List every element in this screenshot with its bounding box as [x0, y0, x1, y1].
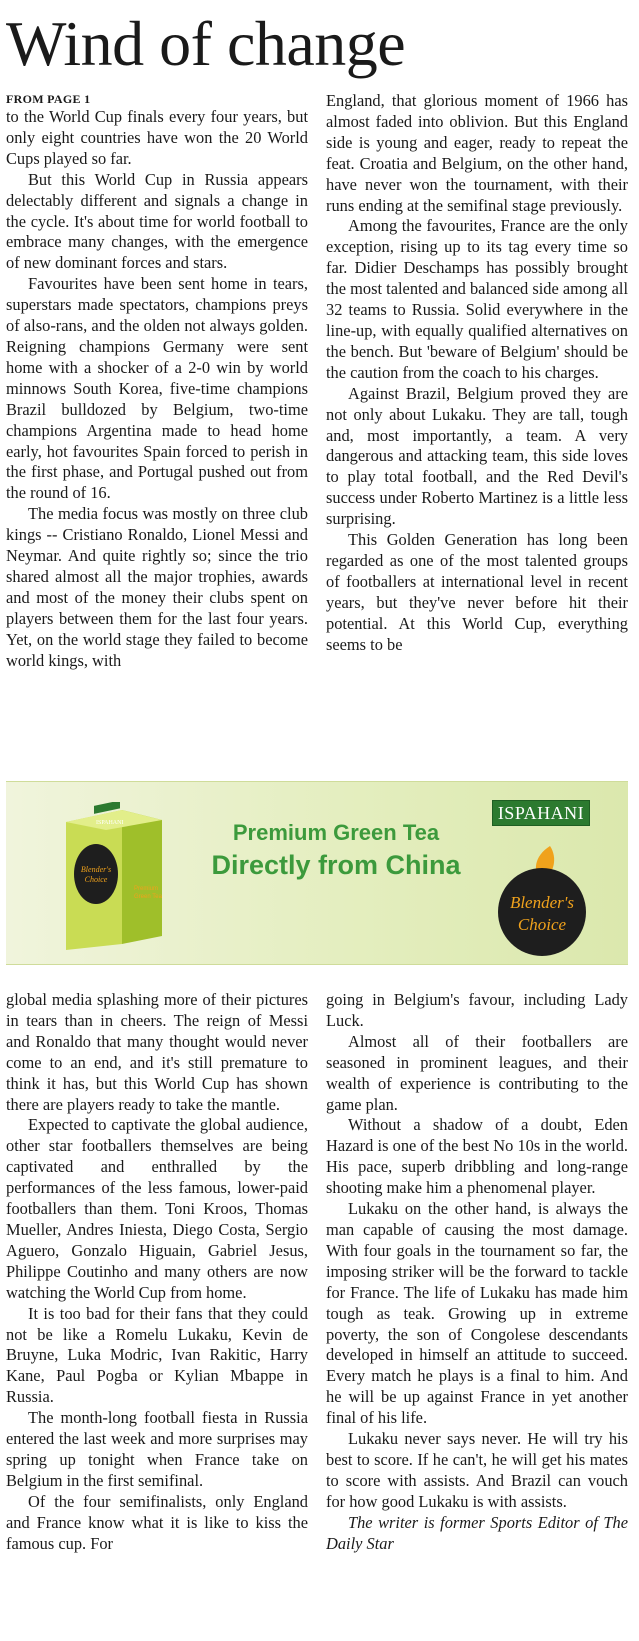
- ad-line-1: Premium Green Tea: [232, 820, 440, 845]
- headline: Wind of change: [6, 8, 406, 79]
- paragraph: going in Belgium's favour, including Lady Luck.: [326, 990, 628, 1030]
- paragraph: Lukaku on the other hand, is always the man capable of causing the most damage. With four goals in the tournament so far, the imposing striker will be the forward to tackle for France. The life of Lukaku has made him tough as teak. Growing up in extreme poverty, the son of Congolese descendants developed in himself an attitude to succeed. Every match he plays is a final to him. And he will be up against France in yet another final of his life.: [326, 1199, 628, 1428]
- blenders-choice-logo: [492, 838, 592, 958]
- paragraph: Lukaku never says never. He will try his best to score. If he can't, he will get his mates to score with assists. And Brazil can vouch for how good Lukaku is with assists.: [326, 1429, 628, 1511]
- paragraph: But this World Cup in Russia appears delectably different and signals a change in the cycle. It's about time for world football to embrace many changes, with the emergence of new dominant forces and stars.: [6, 169, 308, 273]
- paragraph: It is too bad for their fans that they could not be like a Romelu Lukaku, Kevin de Bruyne, Luka Modric, Ivan Rakitic, Harry Kane, Paul Pogba or Kylian Mbappe in Russia.: [6, 1303, 308, 1407]
- article-column-3: [6, 990, 308, 1635]
- paragraph: England, that glorious moment of 1966 has almost faded into oblivion. But this England side is young and eager, ready to repeat the feat. Croatia and Belgium, on the other hand, have never won the tournament, with their runs ending at the semifinal stage previously.: [326, 91, 628, 215]
- paragraph: The media focus was mostly on three club kings -- Cristiano Ronaldo, Lionel Messi and Neymar. And quite rightly so; since the trio shared almost all the major trophies, awards and most of the money their clubs spent on players between them for the last four years. Yet, on the world stage they failed to become world kings, with: [6, 504, 308, 670]
- svg-text:Blender's: Blender's: [80, 865, 112, 874]
- article-column-2: [326, 91, 628, 761]
- article-column-1: [6, 91, 308, 761]
- svg-text:Blender's: Blender's: [509, 893, 575, 912]
- tea-box-image: [56, 802, 172, 952]
- svg-text:Choice: Choice: [517, 915, 567, 934]
- svg-text:Premium: Premium: [134, 886, 159, 892]
- paragraph: Without a shadow of a doubt, Eden Hazard is one of the best No 10s in the world. His pace, superb dribbling and long-range shooting make him a phenomenal player.: [326, 1115, 628, 1198]
- paragraph: This Golden Generation has long been regarded as one of the most talented groups of footballers at international level in recent years, but they've never before hit their potential. At this World Cup, everything seems to be: [326, 530, 628, 654]
- ad-tagline: [186, 818, 486, 882]
- svg-text:Green Tea: Green Tea: [134, 894, 162, 900]
- paragraph: The month-long football fiesta in Russia entered the last week and more surprises may spring up tonight when France take on Belgium in the first semifinal.: [6, 1408, 308, 1490]
- paragraph: to the World Cup finals every four years, but only eight countries have won the 20 World Cups played so far.: [6, 107, 308, 168]
- from-page-label: FROM PAGE 1: [6, 92, 91, 106]
- paragraph: Favourites have been sent home in tears, superstars made spectators, champions preys of also-rans, and the olden not always golden. Reigning champions Germany were sent home with a shocker of a 2-0 win by world minnows South Korea, five-time champions Brazil bulldozed by Belgium, two-time champions Argentina made to head home early, hot favourites Spain forced to perish in the first phase, and Portugal pushed out from the round of 16.: [6, 274, 308, 503]
- svg-text:Choice: Choice: [84, 875, 108, 884]
- svg-text:ISPAHANI: ISPAHANI: [96, 820, 124, 826]
- paragraph: Expected to captivate the global audience, other star footballers themselves are being captivated and enthralled by the performances of the less famous, lower-paid footballers than them. Toni Kroos, Thomas Mueller, Andres Iniesta, Diego Costa, Sergio Aguero, Gonzalo Higuain, Gabriel Jesus, Philippe Coutinho and many others are now watching the World Cup from home.: [6, 1115, 308, 1302]
- paragraph: global media splashing more of their pictures in tears than in cheers. The reign of Messi and Ronaldo that many thought would never come to an end, and it's still premature to think it has, but this World Cup has shown there are players ready to take the mantle.: [6, 990, 308, 1114]
- ispahani-brand-badge: ISPAHANI: [492, 800, 590, 826]
- paragraph: Among the favourites, France are the only exception, rising up to its tag every time so far. Didier Deschamps has possibly brought the most talented and balanced side among all 32 teams to Russia. Solid everywhere in the line-up, with equally qualified alternatives on the bench. But 'beware of Belgium' should be the caution from the coach to his charges.: [326, 216, 628, 382]
- ad-line-2: Directly from China: [211, 850, 461, 880]
- article-column-4: [326, 990, 628, 1635]
- advertisement-banner[interactable]: [6, 781, 628, 965]
- paragraph: Almost all of their footballers are seasoned in prominent leagues, and their wealth of experience is contributing to the game plan.: [326, 1031, 628, 1114]
- paragraph: Of the four semifinalists, only England and France know what it is like to kiss the famous cup. For: [6, 1491, 308, 1553]
- paragraph: Against Brazil, Belgium proved they are not only about Lukaku. They are tall, tough and, most importantly, a team. A very dangerous and attacking team, this side loves to play total football, and the Red Devil's success under Roberto Martinez is a little less surprising.: [326, 383, 628, 529]
- author-credit: The writer is former Sports Editor of The Daily Star: [326, 1512, 628, 1553]
